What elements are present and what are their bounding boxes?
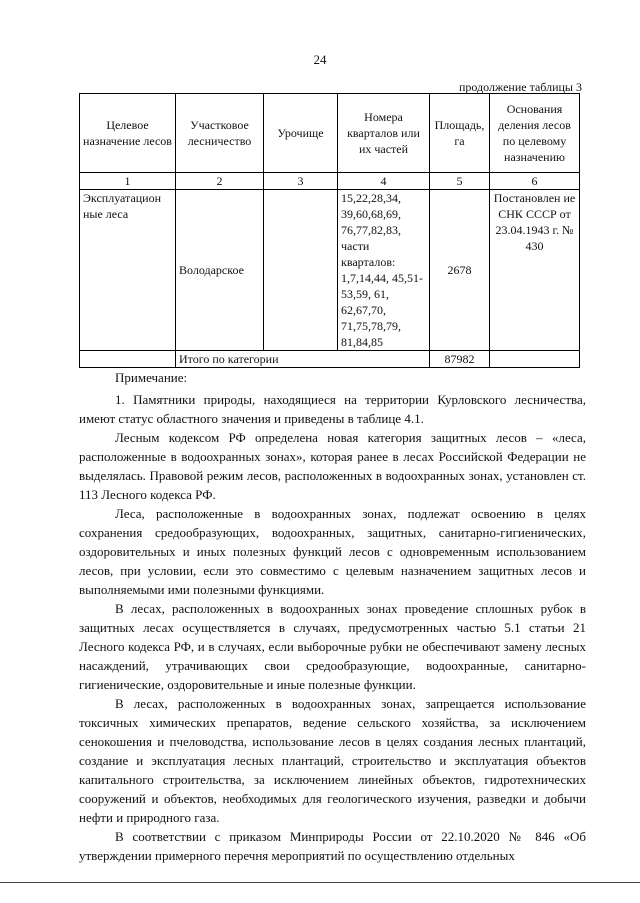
total-area: 87982 — [430, 351, 490, 368]
cell-district: Володарское — [176, 190, 264, 351]
cell-tract — [264, 190, 338, 351]
column-number: 1 — [80, 173, 176, 190]
header-quarters: Номера кварталов или их частей — [338, 94, 430, 173]
note-paragraph: В соответствии с приказом Минприроды России от 22.10.2020 № 846 «Об утверждении примерного перечня мероприятий по осуществлению отдельных — [79, 829, 586, 863]
header-district: Участковое лесничество — [176, 94, 264, 173]
note-paragraph: В лесах, расположенных в водоохранных зонах проведение сплошных рубок в защитных лесах осуществляется в случаях, предусмотренных частью 5.1 статьи 21 Лесного кодекса РФ, и в случаях, если выборочные рубки не обеспечивают замену лесных насаждений, утрачивающих свои средообразующие, водоохранные, санитарно-гигиенические, оздоровительные и иные полезные функции. — [79, 601, 586, 692]
note-paragraph: В лесах, расположенных в водоохранных зонах, запрещается использование токсичных химических препаратов, ведение сельского хозяйства, за исключением сенокошения и пчеловодства, использование лесов в целях создания лесных плантаций, создание и эксплуатация лесных плантаций, строительство и эксплуатация объектов капитального строительства, за исключением линейных объектов, гидротехнических сооружений и объектов, необходимых для геологического изучения, разведки и добычи нефти и природного газа. — [79, 696, 586, 825]
notes-title: Примечание: — [115, 370, 188, 385]
column-number: 6 — [490, 173, 580, 190]
cell-empty — [490, 351, 580, 368]
header-purpose: Целевое назначение лесов — [80, 94, 176, 173]
page-footer-rule — [0, 882, 640, 883]
note-paragraph: Леса, расположенные в водоохранных зонах, подлежат освоению в целях сохранения средообразующих, водоохранных, защитных, санитарно-гигиенических, оздоровительных и иных полезных функций лесов с одновременным использованием лесов, при условии, если это совместимо с целевым назначением защитных лесов и выполняемыми ими полезными функциями. — [79, 506, 586, 597]
page-number: 24 — [313, 52, 327, 67]
table-row — [80, 190, 580, 351]
note-paragraph: 1. Памятники природы, находящиеся на территории Курловского лесничества, имеют статус областного значения и приведены в таблице 4.1. — [79, 392, 586, 426]
cell-empty — [80, 351, 176, 368]
table-caption: продолжение таблицы 3 — [458, 80, 582, 94]
note-paragraph: Лесным кодексом РФ определена новая категория защитных лесов – «леса, расположенные в водоохранных зонах», которая ранее в лесах Российской Федерации не выделялась. Правовой режим лесов, расположенных в водоохранных зонах, установлен ст. 113 Лесного кодекса РФ. — [79, 430, 586, 502]
forest-purpose-table — [79, 93, 580, 368]
notes-body — [79, 390, 586, 865]
column-number: 2 — [176, 173, 264, 190]
column-number: 4 — [338, 173, 430, 190]
cell-quarters: 15,22,28,34, 39,60,68,69, 76,77,82,83, части кварталов: 1,7,14,44, 45,51-53,59, 61, 62,67,70, 71,75,78,79, 81,84,85 — [338, 190, 430, 351]
column-number: 3 — [264, 173, 338, 190]
header-basis: Основания деления лесов по целевому назначению — [490, 94, 580, 173]
table-total-row — [80, 351, 580, 368]
header-area: Площадь, га — [430, 94, 490, 173]
header-tract: Урочище — [264, 94, 338, 173]
cell-purpose: Эксплуатацион ные леса — [80, 190, 176, 351]
cell-basis: Постановлен ие СНК СССР от 23.04.1943 г. № 430 — [490, 190, 580, 351]
cell-area: 2678 — [430, 190, 490, 351]
total-label: Итого по категории — [176, 351, 430, 368]
column-number: 5 — [430, 173, 490, 190]
